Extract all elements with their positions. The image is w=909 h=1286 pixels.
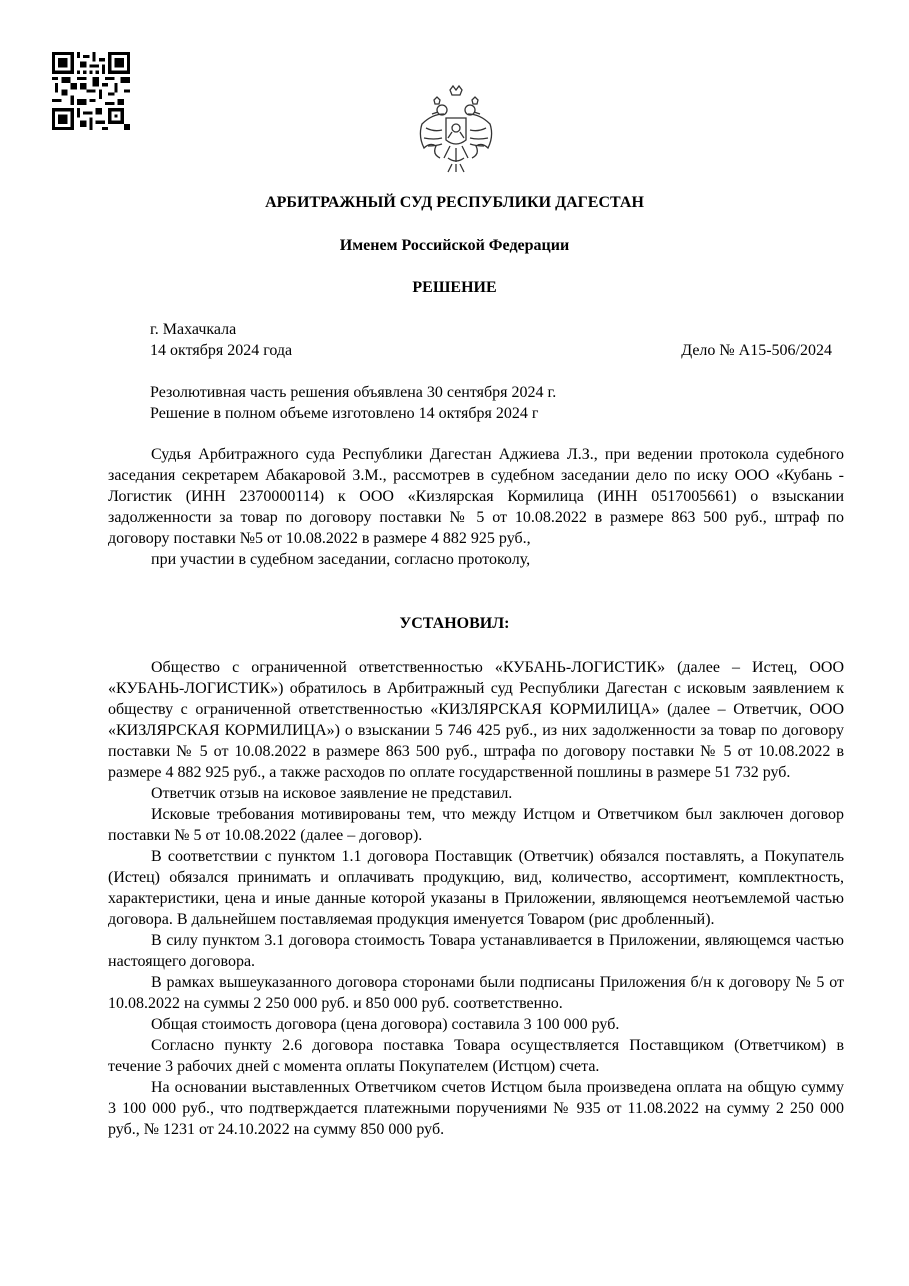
court-name: АРБИТРАЖНЫЙ СУД РЕСПУБЛИКИ ДАГЕСТАН (265, 194, 644, 211)
paragraph: Исковые требования мотивированы тем, что между Истцом и Ответчиком был заключен договор поставки № 5 от 10.08.2022 (далее – договор). (108, 806, 844, 844)
paragraph: Общество с ограниченной ответственностью «КУБАНЬ-ЛОГИСТИК» (далее – Истец, ООО «КУБАНЬ-ЛОГИСТИК») обратилось в Арбитражный суд Республики Дагестан с исковым заявлением к обществу с ограниченной ответственностью «КИЗЛЯРСКАЯ КОРМИЛИЦА» (далее – Ответчик, ООО «КИЗЛЯРСКАЯ КОРМИЛИЦА») о взыскании 5 746 425 руб., из них задолженности за товар по договору поставки № 5 от 10.08.2022 в размере 863 500 руб., штрафа по договору поставки № 5 от 10.08.2022 в размере 4 882 925 руб., а также расходов по оплате государственной пошлины в размере 51 732 руб. (108, 659, 844, 781)
paragraph: На основании выставленных Ответчиком счетов Истцом была произведена оплата на общую сумму 3 100 000 руб., что подтверждается платежными поручениями № 935 от 11.08.2022 на сумму 2 250 000 руб., № 1231 от 24.10.2022 на сумму 850 000 руб. (108, 1079, 844, 1138)
decision-date: 14 октября 2024 года (150, 342, 293, 359)
case-number: Дело № А15-506/2024 (681, 342, 832, 359)
qr-code-icon (52, 52, 130, 130)
paragraph: Согласно пункту 2.6 договора поставка Товара осуществляется Поставщиком (Ответчиком) в течение 3 рабочих дней с момента оплаты Покупателем (Истцом) счета. (108, 1037, 844, 1075)
paragraph: В рамках вышеуказанного договора сторонами были подписаны Приложения б/н к договору № 5 от 10.08.2022 на суммы 2 250 000 руб. и 850 000 руб. соответственно. (108, 974, 844, 1012)
intro-participation: при участии в судебном заседании, согласно протоколу, (151, 551, 531, 568)
paragraph: В силу пунктом 3.1 договора стоимость Товара устанавливается в Приложении, являющемся частью настоящего договора. (108, 932, 844, 970)
intro-paragraph: Судья Арбитражного суда Республики Дагестан Аджиева Л.З., при ведении протокола судебного заседания секретарем Абакаровой З.М., рассмотрев в судебном заседании дело по иску ООО «Кубань - Логистик (ИНН 2370000114) к ООО «Кизлярская Кормилица (ИНН 0517005661) о взыскании задолженности за товар по договору поставки № 5 от 10.08.2022 в размере 863 500 руб., штраф по договору поставки №5 от 10.08.2022 в размере 4 882 925 руб., (108, 446, 844, 547)
document-title: РЕШЕНИЕ (412, 279, 497, 296)
city: г. Махачкала (150, 321, 237, 338)
full-decision-date: Решение в полном объеме изготовлено 14 октября 2024 г (150, 405, 539, 422)
paragraph: Ответчик отзыв на исковое заявление не представил. (151, 785, 513, 802)
main-section (108, 657, 844, 1140)
established-heading: УСТАНОВИЛ: (399, 615, 510, 632)
resolution-announced: Резолютивная часть решения объявлена 30 сентября 2024 г. (150, 384, 557, 401)
in-name-of-federation: Именем Российской Федерации (339, 237, 570, 254)
coat-of-arms-icon (414, 84, 498, 176)
paragraph: Общая стоимость договора (цена договора) составила 3 100 000 руб. (151, 1016, 620, 1033)
intro-section (108, 444, 844, 570)
paragraph: В соответствии с пунктом 1.1 договора Поставщик (Ответчик) обязался поставлять, а Покупатель (Истец) обязался принимать и оплачивать продукцию, вид, количество, ассортимент, комплектность, характеристики, цена и иные данные которой указаны в Приложении, являющемся неотъемлемой частью договора. В дальнейшем поставляемая продукция именуется Товаром (рис дробленный). (108, 848, 844, 928)
